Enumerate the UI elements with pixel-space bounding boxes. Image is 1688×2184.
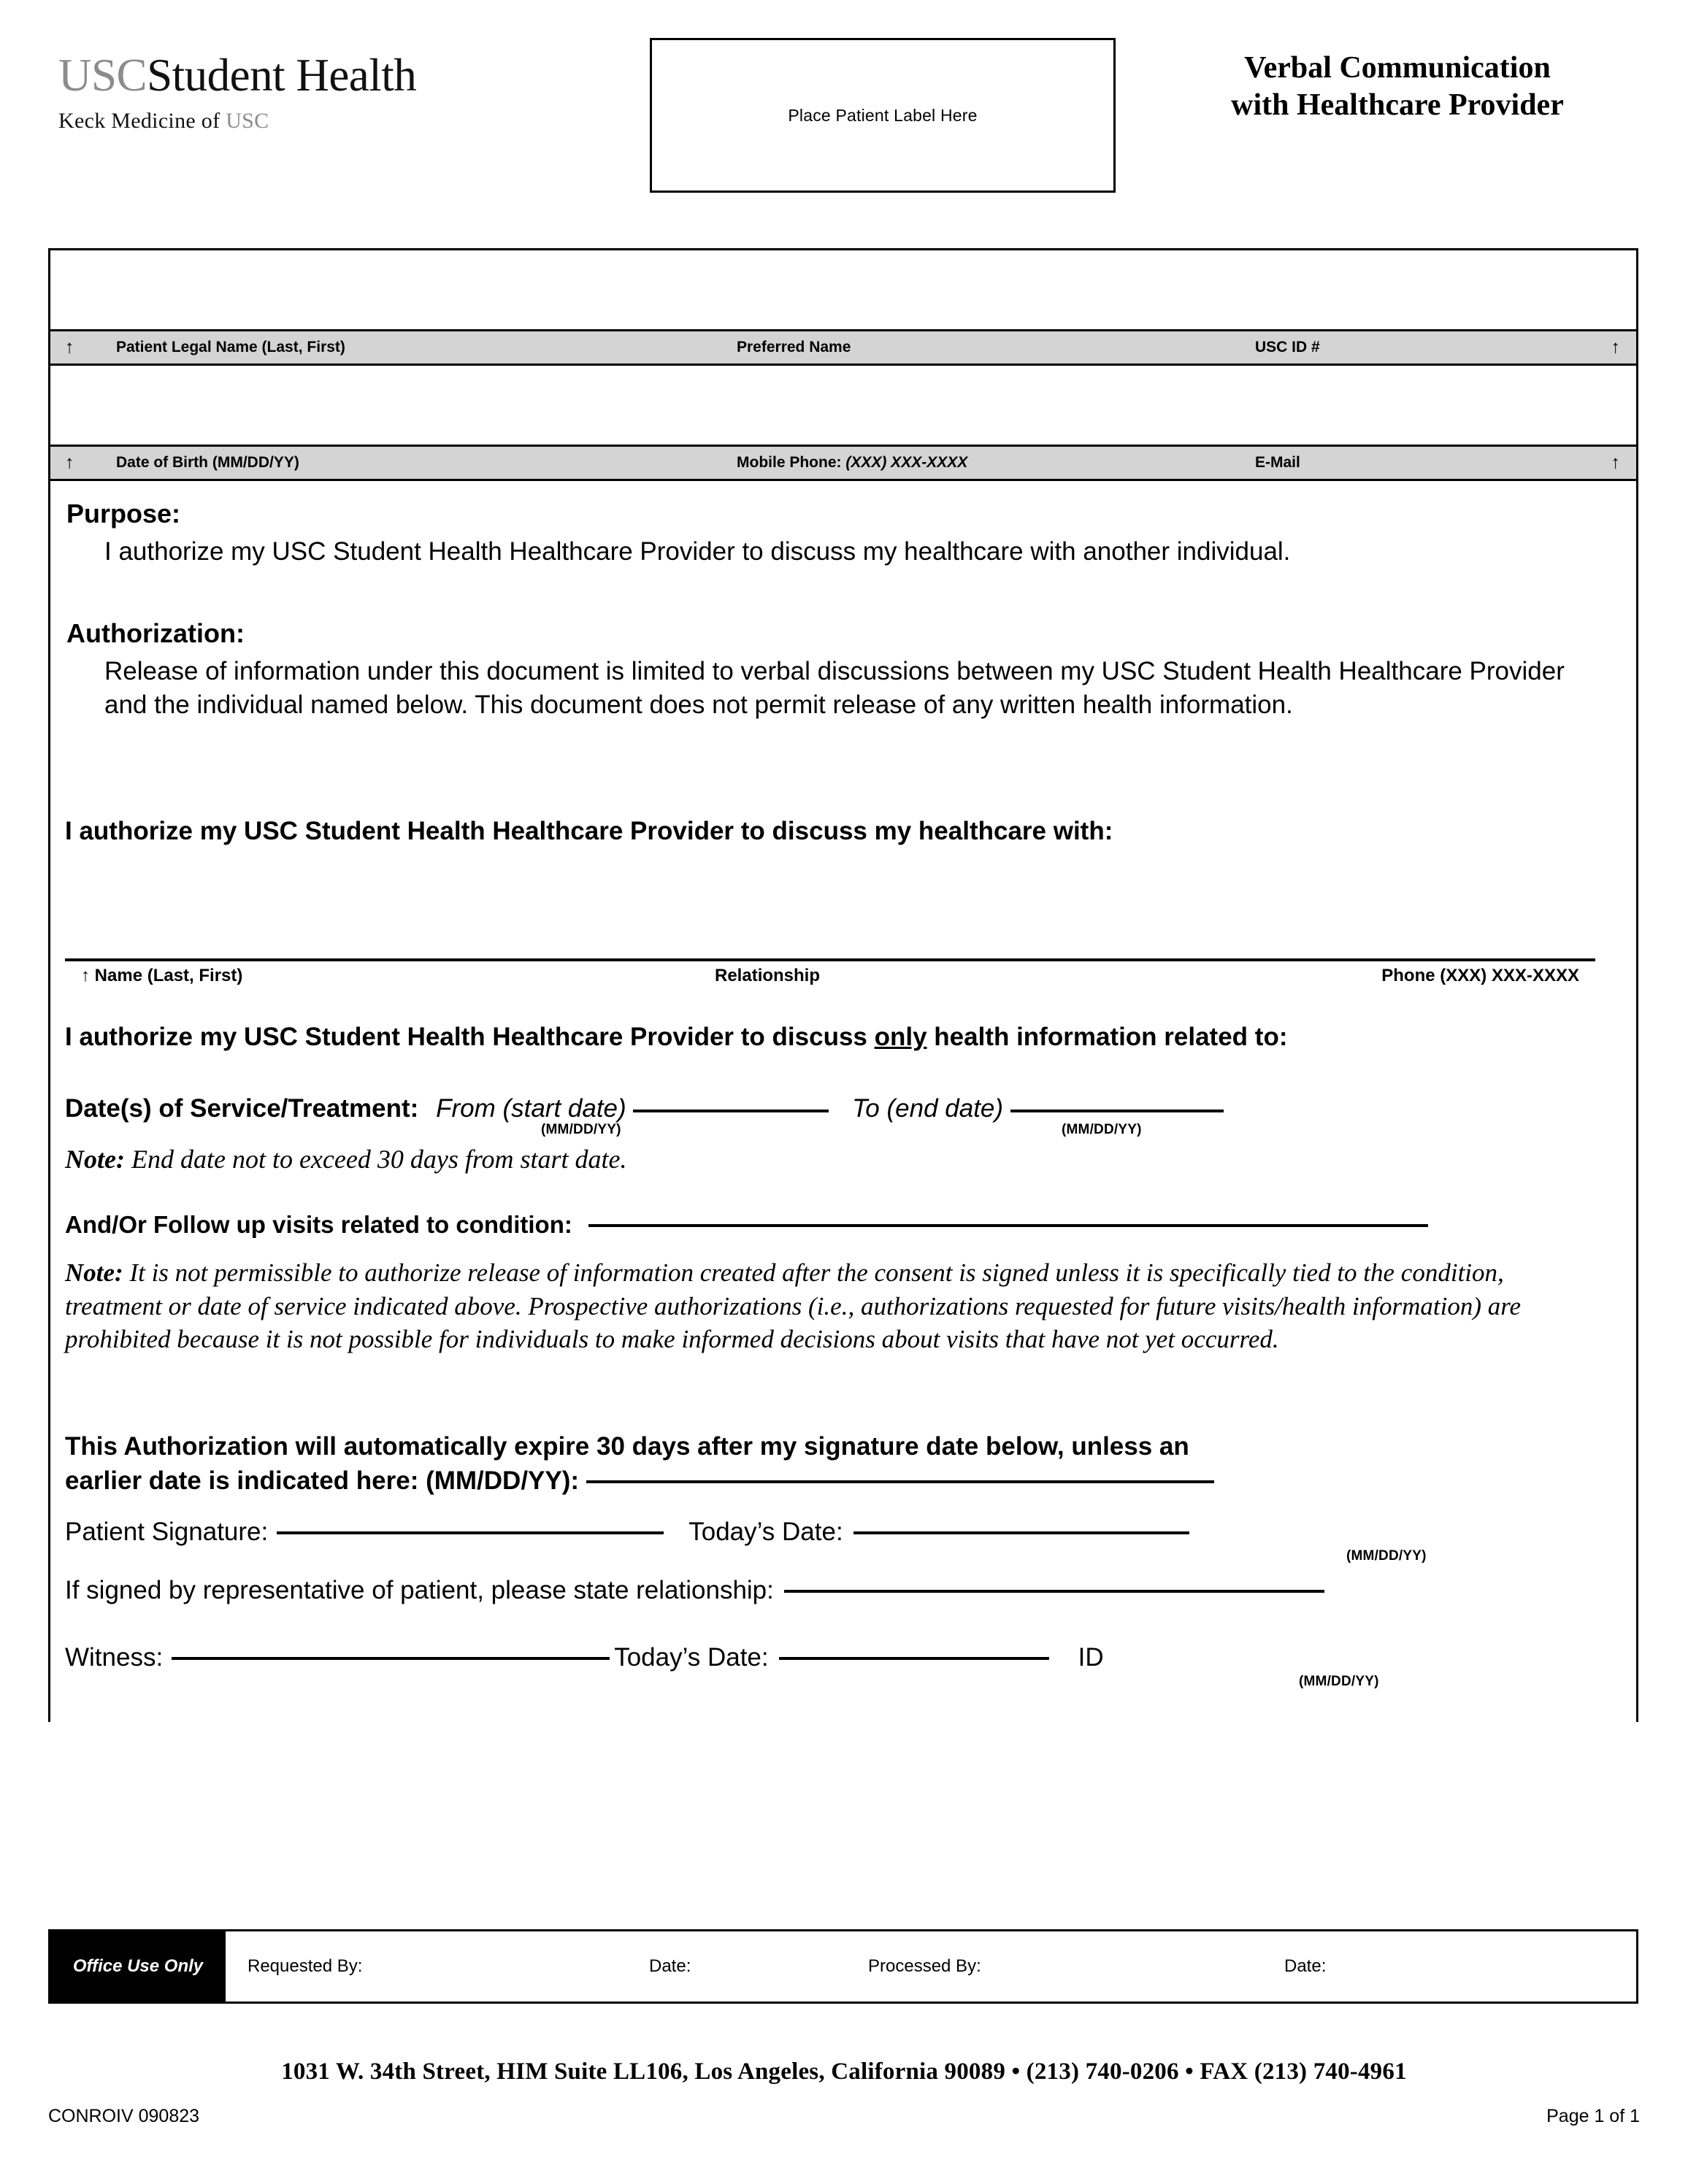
input-start-date[interactable] xyxy=(633,1110,829,1112)
label-authorized-relationship: Relationship xyxy=(715,966,821,985)
up-arrow-icon: ↑ xyxy=(1611,452,1620,473)
input-representative-relationship[interactable] xyxy=(784,1590,1324,1593)
input-end-date[interactable] xyxy=(1010,1110,1224,1112)
witness-row xyxy=(65,1643,1605,1672)
dates-of-service-row xyxy=(65,1094,1605,1123)
label-mobile-phone xyxy=(737,454,967,472)
label-date-of-birth: Date of Birth (MM/DD/YY) xyxy=(116,454,299,471)
authorization-heading: Authorization: xyxy=(66,618,245,648)
document-title-line-1: Verbal Communication xyxy=(1244,51,1551,85)
patient-name-entry-row[interactable] xyxy=(50,250,1636,329)
label-authorized-name: ↑ Name (Last, First) xyxy=(81,966,243,985)
usc-student-health-logo xyxy=(58,50,417,134)
note-end-date-text: End date not to exceed 30 days from start date. xyxy=(124,1145,627,1174)
authorize-only-pre: I authorize my USC Student Health Healthcare Provider to discuss xyxy=(65,1023,875,1051)
label-dates-of-service: Date(s) of Service/Treatment: xyxy=(65,1094,419,1123)
label-usc-id: USC ID # xyxy=(1255,339,1320,355)
input-patient-signature[interactable] xyxy=(277,1531,664,1534)
label-witness: Witness: xyxy=(65,1643,164,1672)
authorize-discuss-with-heading: I authorize my USC Student Health Healthcare Provider to discuss my healthcare with: xyxy=(65,817,1113,845)
logo-secondary-line xyxy=(58,109,416,134)
logo-usc-text: USC xyxy=(58,50,147,101)
label-requested-by: Requested By: xyxy=(248,1956,363,1976)
up-arrow-icon: ↑ xyxy=(65,452,74,473)
hint-end-date-format: (MM/DD/YY) xyxy=(1062,1122,1142,1137)
label-follow-up-visits: And/Or Follow up visits related to condition: xyxy=(65,1211,572,1238)
hint-witness-date-format: (MM/DD/YY) xyxy=(1299,1674,1379,1689)
label-representative-relationship: If signed by representative of patient, please state relationship: xyxy=(65,1576,774,1604)
note-prospective-authorizations xyxy=(65,1256,1597,1356)
patient-contact-entry-row[interactable] xyxy=(50,366,1636,445)
office-use-only-text: Office Use Only xyxy=(72,1956,204,1976)
authorize-discuss-only-heading xyxy=(65,1023,1287,1052)
label-mobile-phone-text: Mobile Phone: xyxy=(737,454,842,471)
label-from-start-date: From (start date) xyxy=(436,1094,626,1123)
purpose-section xyxy=(66,499,1585,569)
authorized-person-labels xyxy=(65,966,1595,995)
form-frame xyxy=(48,248,1638,1722)
label-processed-by: Processed By: xyxy=(868,1956,981,1976)
patient-identity-label-bar-2 xyxy=(50,445,1636,481)
patient-label-placeholder-box[interactable] xyxy=(650,38,1116,193)
logo-student-health-text: Student Health xyxy=(147,50,417,101)
footer-address: 1031 W. 34th Street, HIM Suite LL106, Los Angeles, California 90089 • (213) 740-0206 • FAX (213) 740-4961 xyxy=(281,2058,1407,2085)
authorization-text: Release of information under this document is limited to verbal discussions between my USC Student Health Healthcare Provider and the individual named below. This document does not permit release of any written health information. xyxy=(104,657,1565,719)
label-requested-date: Date: xyxy=(649,1956,691,1976)
label-id: ID xyxy=(1078,1643,1104,1672)
expiration-statement xyxy=(65,1430,1598,1499)
note-end-date-prefix: Note: xyxy=(65,1145,125,1174)
document-title-line-2: with Healthcare Provider xyxy=(1231,88,1564,123)
expiration-line-2: earlier date is indicated here: (MM/DD/YY): xyxy=(65,1466,580,1495)
office-use-only-section xyxy=(48,1929,1638,2004)
label-patient-legal-name: Patient Legal Name (Last, First) xyxy=(116,339,345,355)
footer-page-number: Page 1 of 1 xyxy=(1546,2106,1640,2126)
authorization-section xyxy=(66,618,1585,721)
follow-up-visits-row xyxy=(65,1211,1605,1239)
representative-relationship-row xyxy=(65,1576,1605,1605)
label-to-end-date: To (end date) xyxy=(852,1094,1004,1123)
expiration-line-2-wrap xyxy=(65,1464,1598,1499)
logo-primary-line xyxy=(58,50,417,101)
footer-form-code: CONROIV 090823 xyxy=(48,2106,200,2126)
note-end-date xyxy=(65,1144,627,1174)
authorize-only-post: health information related to: xyxy=(927,1023,1288,1051)
authorize-only-emphasis: only xyxy=(874,1023,927,1051)
purpose-heading: Purpose: xyxy=(66,499,181,528)
label-authorized-phone: Phone (XXX) XXX-XXXX xyxy=(1381,966,1579,985)
hint-todays-date-format: (MM/DD/YY) xyxy=(1346,1548,1427,1564)
label-todays-date: Today’s Date: xyxy=(688,1518,843,1546)
patient-signature-row xyxy=(65,1518,1605,1547)
label-email: E-Mail xyxy=(1255,454,1300,471)
input-witness-signature[interactable] xyxy=(172,1657,610,1660)
purpose-text: I authorize my USC Student Health Healthcare Provider to discuss my healthcare with another individual. xyxy=(104,537,1291,566)
note-long-prefix: Note: xyxy=(65,1258,123,1287)
patient-identity-label-bar-1 xyxy=(50,329,1636,366)
note-long-text: It is not permissible to authorize release of information created after the consent is signed unless it is specifically tied to the condition, treatment or date of service indicated above. Prospective authorizations (i.e., authorizations requested for future visits/health information) are prohibited because it is not possible for individuals to make informed decisions about visits that have not yet occurred. xyxy=(65,1258,1522,1353)
page-header xyxy=(0,0,1688,219)
document-title xyxy=(1164,50,1631,124)
label-processed-date: Date: xyxy=(1284,1956,1327,1976)
input-earlier-expiration-date[interactable] xyxy=(586,1480,1214,1483)
label-mobile-phone-format: (XXX) XXX-XXXX xyxy=(845,454,968,471)
logo-keck-usc-text: USC xyxy=(226,109,269,133)
label-preferred-name: Preferred Name xyxy=(737,339,851,355)
input-todays-date[interactable] xyxy=(853,1531,1189,1534)
hint-start-date-format: (MM/DD/YY) xyxy=(541,1122,621,1137)
patient-label-placeholder-text: Place Patient Label Here xyxy=(788,105,978,125)
input-follow-up-condition[interactable] xyxy=(588,1224,1428,1227)
logo-keck-text: Keck Medicine of xyxy=(58,109,226,133)
form-body xyxy=(50,481,1636,1722)
label-patient-signature: Patient Signature: xyxy=(65,1518,269,1546)
up-arrow-icon: ↑ xyxy=(1611,337,1620,358)
authorized-person-entry-line[interactable] xyxy=(65,958,1595,961)
up-arrow-icon: ↑ xyxy=(65,337,74,358)
expiration-line-1: This Authorization will automatically expire 30 days after my signature date below, unless an xyxy=(65,1432,1189,1461)
office-use-only-banner xyxy=(50,1931,226,2002)
label-witness-todays-date: Today’s Date: xyxy=(614,1643,769,1672)
input-witness-date[interactable] xyxy=(779,1657,1049,1660)
